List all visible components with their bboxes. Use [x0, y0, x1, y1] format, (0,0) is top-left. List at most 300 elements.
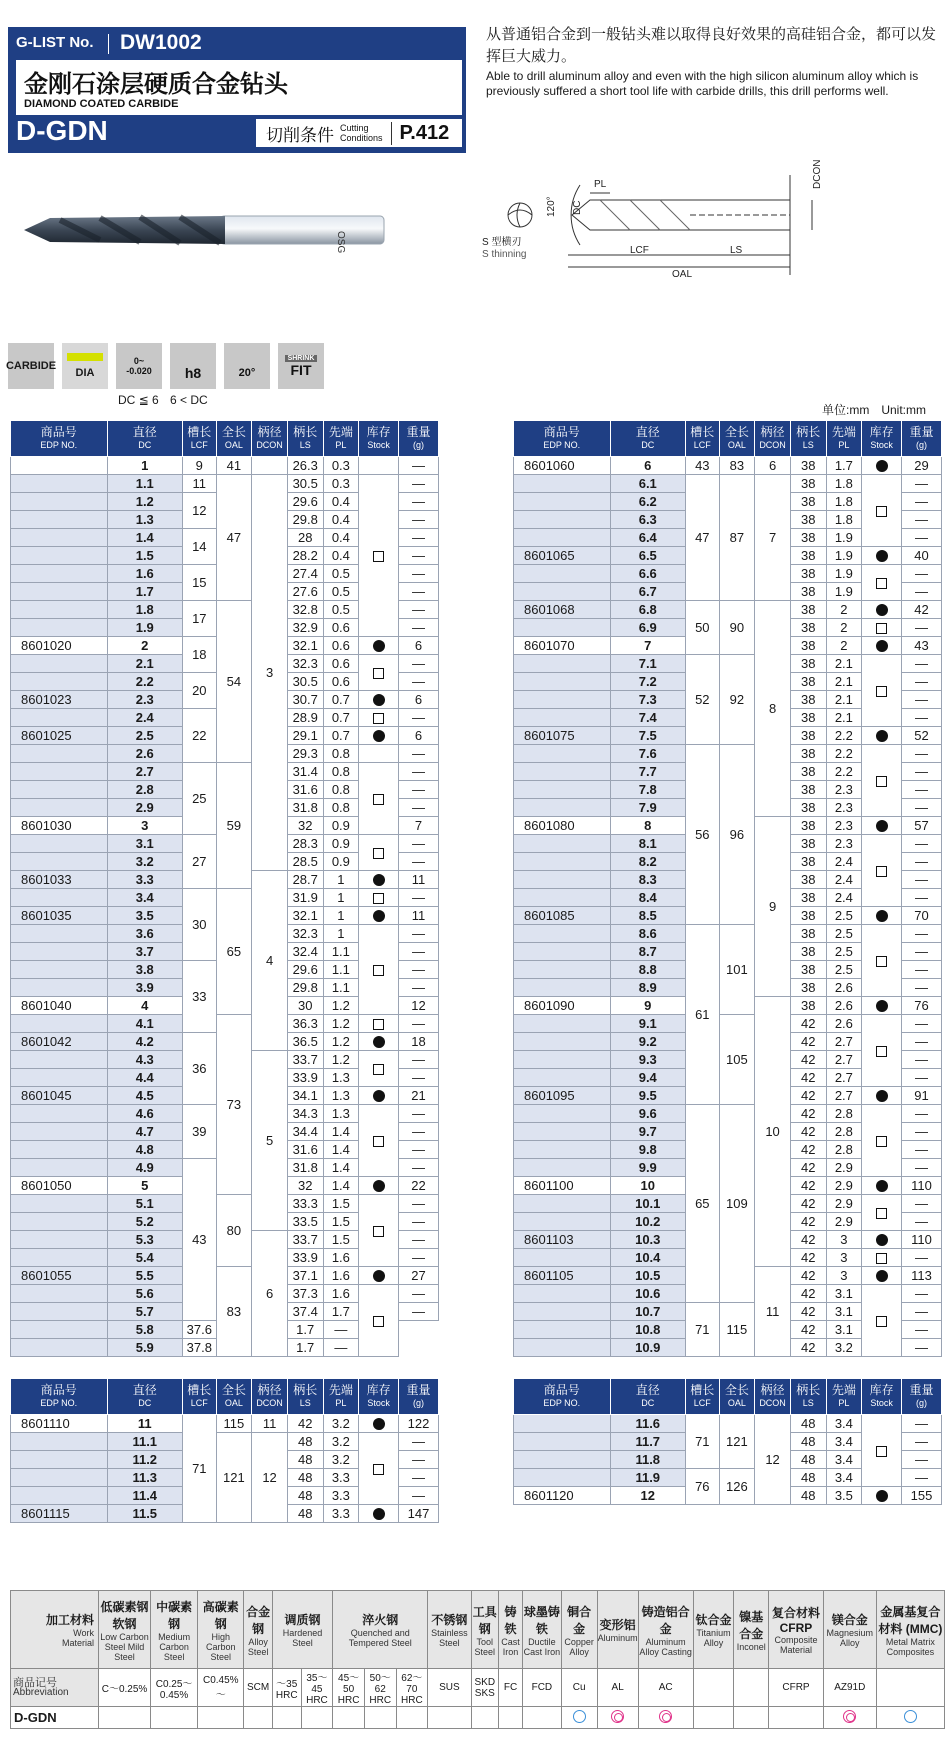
cell-pl: 2	[826, 619, 862, 637]
material-suitability	[244, 1707, 272, 1729]
cell-edp	[514, 583, 611, 601]
cell-stock	[862, 655, 902, 727]
cell-edp	[514, 619, 611, 637]
cell-pl: 1.4	[323, 1177, 359, 1195]
cell-pl: 0.4	[323, 547, 359, 565]
cell-weight: —	[323, 1339, 359, 1357]
col-header-dc: 直径 DC	[107, 1379, 183, 1415]
material-header: 镍基合金 Inconel	[734, 1591, 769, 1669]
unit-label: 单位:mm Unit:mm	[822, 403, 926, 417]
cell-oal: 115	[216, 1415, 252, 1433]
cell-weight: —	[902, 511, 942, 529]
cell-edp	[11, 1105, 108, 1123]
col-header-stock: 库存 Stock	[862, 1379, 902, 1415]
cell-pl: 1.5	[323, 1195, 359, 1213]
cell-dcon: 6	[755, 457, 791, 475]
cell-ls: 42	[790, 1015, 826, 1033]
cell-dc: 1.3	[107, 511, 183, 529]
col-header-pl: 先端 PL	[323, 1379, 359, 1415]
cell-oal: 87	[719, 475, 755, 601]
product-title-cn: 金刚石涂层硬质合金钻头	[24, 71, 288, 98]
cell-pl: 2	[826, 601, 862, 619]
cell-lcf: 30	[183, 889, 217, 961]
col-header-ls: 柄长 LS	[790, 1379, 826, 1415]
cell-dc: 11.5	[107, 1505, 183, 1523]
cell-weight: —	[902, 1105, 942, 1123]
material-abbr: C0.45%～	[198, 1669, 244, 1707]
cell-edp	[514, 1451, 611, 1469]
cell-weight: 113	[902, 1267, 942, 1285]
table-row	[514, 655, 942, 673]
cell-ls: 38	[790, 601, 826, 619]
cell-stock	[359, 907, 399, 925]
cell-pl: 0.3	[323, 475, 359, 493]
cell-stock	[359, 871, 399, 889]
cell-pl: 1.1	[323, 979, 359, 997]
cell-dc: 5.2	[107, 1213, 183, 1231]
cell-pl: 2.8	[826, 1141, 862, 1159]
cell-dc: 2.5	[107, 727, 183, 745]
cell-edp	[11, 1141, 108, 1159]
cell-dc: 10.5	[610, 1267, 686, 1285]
s-thinning-en: S thinning	[482, 249, 527, 260]
cell-lcf: 25	[183, 763, 217, 835]
cell-ls: 32.3	[287, 655, 323, 673]
cell-stock	[862, 727, 902, 745]
cell-dc: 6.7	[610, 583, 686, 601]
cell-stock	[862, 475, 902, 547]
material-abbr-row	[11, 1669, 945, 1707]
cell-ls: 42	[287, 1415, 323, 1433]
cell-stock	[359, 655, 399, 691]
cell-edp	[514, 1051, 611, 1069]
cell-stock	[359, 1051, 399, 1087]
cell-pl: 1.7	[287, 1321, 323, 1339]
cell-dc: 4.9	[107, 1159, 183, 1177]
cell-ls: 48	[287, 1451, 323, 1469]
cell-dc: 1.6	[107, 565, 183, 583]
cell-ls: 38	[790, 763, 826, 781]
cell-dc: 7.3	[610, 691, 686, 709]
col-header-stock: 库存 Stock	[359, 1379, 399, 1415]
cell-oal: 59	[216, 763, 252, 889]
stock-made-to-order-icon	[373, 794, 384, 805]
cell-edp	[514, 835, 611, 853]
cell-lcf: 36	[183, 1033, 217, 1105]
cell-oal: 90	[719, 601, 755, 655]
material-suitability	[769, 1707, 824, 1729]
cell-edp	[514, 1195, 611, 1213]
cell-pl: 3.4	[826, 1469, 862, 1487]
cell-pl: 3.5	[826, 1487, 862, 1505]
stock-available-icon	[373, 910, 385, 922]
cell-dc: 11.1	[107, 1433, 183, 1451]
cell-dc: 2.1	[107, 655, 183, 673]
cell-edp	[514, 1339, 611, 1357]
cell-stock	[862, 1195, 902, 1231]
cell-stock	[359, 475, 399, 637]
cell-dc: 1.9	[107, 619, 183, 637]
cell-weight: —	[902, 1249, 942, 1267]
cell-weight: —	[902, 709, 942, 727]
cell-ls: 38	[790, 565, 826, 583]
cell-dcon: 4	[252, 871, 288, 1051]
cell-dc: 7.6	[610, 745, 686, 763]
cell-pl: 3.2	[323, 1415, 359, 1433]
material-model-name: D-GDN	[11, 1707, 99, 1729]
col-header-dcon: 柄径 DCON	[755, 421, 791, 457]
cell-dc: 3.6	[107, 925, 183, 943]
cell-weight: 91	[902, 1087, 942, 1105]
cell-edp	[514, 1469, 611, 1487]
cell-pl: 0.9	[323, 853, 359, 871]
stock-available-icon	[373, 1180, 385, 1192]
cell-edp: 8601075	[514, 727, 611, 745]
cell-ls: 29.8	[287, 979, 323, 997]
svg-text:OSG: OSG	[335, 231, 346, 254]
cell-ls: 42	[790, 1159, 826, 1177]
cell-edp	[514, 889, 611, 907]
cell-ls: 42	[790, 1321, 826, 1339]
cell-pl: 2.5	[826, 925, 862, 943]
table-row	[514, 457, 942, 475]
cell-dcon: 10	[755, 997, 791, 1267]
cell-ls: 33.9	[287, 1249, 323, 1267]
cell-edp: 8601042	[11, 1033, 108, 1051]
cell-weight: —	[902, 1451, 942, 1469]
cell-ls: 38	[790, 889, 826, 907]
material-header: 变形铝 Aluminum	[597, 1591, 638, 1669]
cutting-conditions-en: Cutting Conditions	[340, 123, 383, 143]
cell-stock	[359, 1195, 399, 1267]
cell-ls: 38	[790, 961, 826, 979]
cell-edp	[11, 511, 108, 529]
cell-edp	[11, 493, 108, 511]
cell-pl: 3.2	[323, 1433, 359, 1451]
cell-ls: 48	[287, 1433, 323, 1451]
cell-ls: 32.1	[287, 907, 323, 925]
cell-weight: —	[399, 619, 439, 637]
cell-dc: 12	[610, 1487, 686, 1505]
cell-ls: 38	[790, 511, 826, 529]
cell-dc: 8.8	[610, 961, 686, 979]
cell-stock	[862, 835, 902, 907]
cell-stock	[359, 1285, 399, 1357]
glist-number: DW1002	[120, 31, 202, 54]
col-header-ls: 柄长 LS	[287, 1379, 323, 1415]
cell-stock	[862, 1415, 902, 1487]
cell-dc: 11.8	[610, 1451, 686, 1469]
cell-pl: 2.5	[826, 943, 862, 961]
cell-weight: —	[399, 763, 439, 781]
cell-stock	[359, 1087, 399, 1105]
cell-dc: 9.3	[610, 1051, 686, 1069]
cell-lcf: 61	[686, 925, 720, 1105]
col-header-weight: 重量 (g)	[399, 421, 439, 457]
cell-pl: 1.4	[323, 1123, 359, 1141]
cell-stock	[359, 1177, 399, 1195]
cell-edp	[11, 457, 108, 475]
title-box	[16, 60, 462, 115]
cell-dc: 9.8	[610, 1141, 686, 1159]
cell-pl: 0.7	[323, 727, 359, 745]
badge-h8: h8	[170, 343, 216, 389]
cell-ls: 32	[287, 817, 323, 835]
material-abbr: 62～70 HRC	[396, 1669, 428, 1707]
cell-weight: —	[399, 943, 439, 961]
cell-ls: 26.3	[287, 457, 323, 475]
cell-dc: 3.8	[107, 961, 183, 979]
cell-pl: 2.6	[826, 1015, 862, 1033]
cell-edp	[514, 1141, 611, 1159]
cell-weight: —	[902, 655, 942, 673]
cell-dc: 6.1	[610, 475, 686, 493]
material-suitability	[333, 1707, 365, 1729]
cell-edp: 8601070	[514, 637, 611, 655]
stock-made-to-order-icon	[373, 1136, 384, 1147]
material-abbr: CFRP	[769, 1669, 824, 1707]
col-header-lcf: 槽长 LCF	[183, 1379, 217, 1415]
cell-dcon: 5	[252, 1051, 288, 1231]
cell-weight: —	[399, 529, 439, 547]
cell-stock	[359, 709, 399, 727]
material-suitability	[597, 1707, 638, 1729]
cutting-conditions-cn: 切削条件	[266, 125, 334, 145]
cell-weight: —	[399, 1141, 439, 1159]
stock-made-to-order-icon	[876, 1208, 887, 1219]
cell-pl: 0.9	[323, 817, 359, 835]
cell-ls: 38	[790, 925, 826, 943]
cell-edp	[514, 673, 611, 691]
cell-pl: 3.3	[323, 1487, 359, 1505]
cell-lcf: 43	[686, 457, 720, 475]
table-row	[514, 601, 942, 619]
feature-badges	[5, 343, 324, 389]
cell-pl: 3.3	[323, 1505, 359, 1523]
cell-pl: 3	[826, 1231, 862, 1249]
cell-stock	[359, 1433, 399, 1505]
cell-stock	[862, 925, 902, 997]
cell-ls: 48	[790, 1415, 826, 1433]
material-suitability	[301, 1707, 333, 1729]
cell-edp	[514, 511, 611, 529]
cell-oal: 105	[719, 1015, 755, 1105]
cell-weight: —	[399, 1015, 439, 1033]
cell-pl: 1	[323, 925, 359, 943]
cell-dc: 5.9	[107, 1339, 183, 1357]
cell-oal: 121	[216, 1433, 252, 1523]
cell-lcf: 12	[183, 493, 217, 529]
cell-weight: —	[902, 673, 942, 691]
cell-dc: 2.2	[107, 673, 183, 691]
cell-ls: 29.6	[287, 493, 323, 511]
material-header: 工具钢 Tool Steel	[471, 1591, 498, 1669]
cell-dc: 4.7	[107, 1123, 183, 1141]
cell-weight: —	[902, 1069, 942, 1087]
material-abbr: ～35 HRC	[272, 1669, 301, 1707]
cell-stock	[359, 637, 399, 655]
col-header-edp: 商品号 EDP NO.	[514, 421, 611, 457]
cell-weight: —	[902, 583, 942, 601]
cell-stock	[359, 835, 399, 871]
cell-weight: 6	[399, 727, 439, 745]
cell-ls: 37.6	[183, 1321, 217, 1339]
cell-ls: 34.4	[287, 1123, 323, 1141]
cell-lcf: 9	[183, 457, 217, 475]
cell-pl: 1.2	[323, 997, 359, 1015]
cell-edp	[11, 619, 108, 637]
cell-ls: 36.5	[287, 1033, 323, 1051]
cell-dc: 4.2	[107, 1033, 183, 1051]
cell-edp	[514, 1433, 611, 1451]
cell-pl: 2.9	[826, 1213, 862, 1231]
cell-pl: 1.2	[323, 1051, 359, 1069]
cell-ls: 30.7	[287, 691, 323, 709]
cell-dc: 11.2	[107, 1451, 183, 1469]
cell-pl: 0.4	[323, 529, 359, 547]
cell-edp	[11, 1469, 108, 1487]
material-abbr: 35～45 HRC	[301, 1669, 333, 1707]
cell-pl: 2.7	[826, 1033, 862, 1051]
material-suitability	[272, 1707, 301, 1729]
cell-lcf: 20	[183, 673, 217, 709]
cell-weight: —	[902, 1469, 942, 1487]
cell-edp	[11, 529, 108, 547]
cell-dcon: 9	[755, 817, 791, 997]
col-header-pl: 先端 PL	[826, 421, 862, 457]
cell-ls: 29.8	[287, 511, 323, 529]
stock-made-to-order-icon	[876, 506, 887, 517]
cell-stock	[359, 1505, 399, 1523]
cell-weight: —	[902, 475, 942, 493]
cell-edp	[514, 565, 611, 583]
cell-weight: —	[902, 1033, 942, 1051]
cell-weight: —	[399, 1285, 439, 1303]
cell-pl: 3.2	[323, 1451, 359, 1469]
cell-dc: 11.3	[107, 1469, 183, 1487]
cell-weight: —	[902, 1303, 942, 1321]
cell-weight: 57	[902, 817, 942, 835]
material-abbr: AC	[638, 1669, 693, 1707]
cell-ls: 29.3	[287, 745, 323, 763]
cell-ls: 48	[790, 1433, 826, 1451]
cell-dc: 9.5	[610, 1087, 686, 1105]
cell-edp	[514, 1105, 611, 1123]
cell-ls: 42	[790, 1123, 826, 1141]
col-header-edp: 商品号 EDP NO.	[11, 1379, 108, 1415]
cell-ls: 42	[790, 1195, 826, 1213]
cell-dc: 5.5	[107, 1267, 183, 1285]
cell-stock	[359, 727, 399, 745]
cell-lcf: 15	[183, 565, 217, 601]
best-suitable-icon	[659, 1710, 672, 1723]
cell-weight: 110	[902, 1231, 942, 1249]
cell-dc: 11.4	[107, 1487, 183, 1505]
cell-pl: 3.2	[826, 1339, 862, 1357]
cell-edp	[514, 709, 611, 727]
spec-table-2	[513, 420, 942, 1357]
cell-edp	[11, 1069, 108, 1087]
cell-dc: 2.7	[107, 763, 183, 781]
best-suitable-icon	[611, 1710, 624, 1723]
cell-oal: 96	[719, 745, 755, 925]
cell-weight: 22	[399, 1177, 439, 1195]
cell-pl: 0.8	[323, 745, 359, 763]
cell-pl: 3	[826, 1249, 862, 1267]
cell-weight: —	[399, 853, 439, 871]
cell-oal: 101	[719, 925, 755, 1015]
material-suitability	[364, 1707, 396, 1729]
material-corner: 加工材料 Work Material	[11, 1591, 99, 1669]
cutting-conditions-link[interactable]	[256, 119, 462, 147]
cell-dc: 6.9	[610, 619, 686, 637]
cell-dc: 6.2	[610, 493, 686, 511]
cell-edp: 8601103	[514, 1231, 611, 1249]
tolerance-caption: DC ≦ 6	[118, 393, 159, 407]
cell-ls: 38	[790, 871, 826, 889]
cell-stock	[862, 907, 902, 925]
cell-pl: 2	[826, 637, 862, 655]
cell-pl: 2.9	[826, 1177, 862, 1195]
cell-edp	[514, 1249, 611, 1267]
cell-lcf: 76	[686, 1469, 720, 1505]
cell-dc: 5.7	[107, 1303, 183, 1321]
cell-edp: 8601040	[11, 997, 108, 1015]
cell-pl: 2.9	[826, 1159, 862, 1177]
col-header-oal: 全长 OAL	[216, 1379, 252, 1415]
cell-weight: —	[902, 979, 942, 997]
cell-dc: 7.5	[610, 727, 686, 745]
material-header-row	[11, 1591, 945, 1669]
cell-ls: 48	[287, 1487, 323, 1505]
cell-dc: 4.6	[107, 1105, 183, 1123]
cell-edp: 8601065	[514, 547, 611, 565]
badge-helix-angle: 20°	[224, 343, 270, 389]
material-abbr	[693, 1669, 734, 1707]
col-header-ls: 柄长 LS	[790, 421, 826, 457]
cell-lcf: 50	[686, 601, 720, 655]
cell-edp: 8601095	[514, 1087, 611, 1105]
cell-ls: 28	[287, 529, 323, 547]
description-en: Able to drill aluminum alloy and even with the high silicon aluminum alloy which is previously suffered a short tool life with carbide drills, this drill performs well.	[486, 69, 919, 98]
cell-ls: 42	[790, 1213, 826, 1231]
cell-ls: 37.8	[183, 1339, 217, 1357]
stock-available-icon	[876, 910, 888, 922]
cell-stock	[862, 1267, 902, 1285]
cell-ls: 38	[790, 493, 826, 511]
drill-photo	[20, 210, 390, 254]
cell-edp	[11, 763, 108, 781]
col-header-dcon: 柄径 DCON	[755, 1379, 791, 1415]
cell-edp: 8601105	[514, 1267, 611, 1285]
cell-weight: —	[399, 1451, 439, 1469]
cell-stock	[862, 1231, 902, 1249]
cell-ls: 38	[790, 997, 826, 1015]
stock-available-icon	[876, 550, 888, 562]
cell-dcon: 3	[252, 475, 288, 871]
cell-ls: 33.5	[287, 1213, 323, 1231]
label-angle: 120°	[546, 196, 557, 217]
cell-weight: —	[902, 1339, 942, 1357]
cell-stock	[862, 1105, 902, 1177]
cell-pl: 1.3	[323, 1087, 359, 1105]
stock-made-to-order-icon	[373, 551, 384, 562]
cell-weight: —	[902, 799, 942, 817]
cell-dc: 3.3	[107, 871, 183, 889]
stock-available-icon	[876, 1000, 888, 1012]
cell-ls: 42	[790, 1087, 826, 1105]
header-banner	[8, 27, 466, 153]
